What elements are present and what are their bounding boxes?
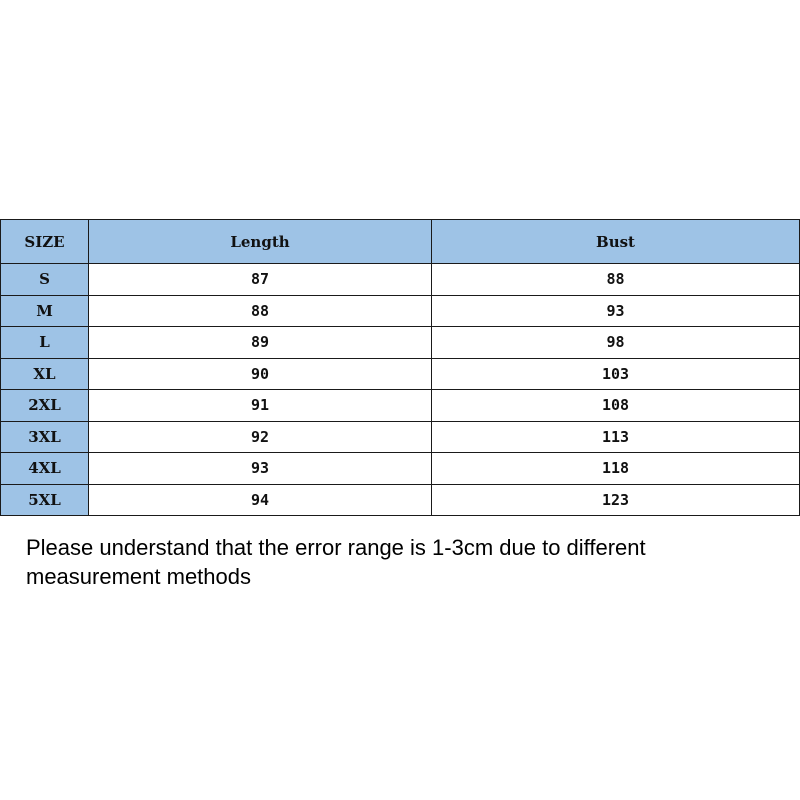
- bust-cell: 93: [432, 295, 800, 327]
- header-length: Length: [89, 220, 432, 264]
- length-cell: 87: [89, 264, 432, 296]
- length-cell: 89: [89, 327, 432, 359]
- bust-cell: 118: [432, 453, 800, 485]
- header-bust: Bust: [432, 220, 800, 264]
- size-cell: 5XL: [1, 484, 89, 516]
- table-row: [1, 327, 800, 359]
- size-cell: M: [1, 295, 89, 327]
- size-chart-table: [0, 219, 800, 516]
- length-cell: 90: [89, 358, 432, 390]
- table-row: [1, 453, 800, 485]
- size-cell: S: [1, 264, 89, 296]
- table-row: [1, 264, 800, 296]
- table-row: [1, 484, 800, 516]
- size-cell: L: [1, 327, 89, 359]
- bust-cell: 88: [432, 264, 800, 296]
- size-cell: 4XL: [1, 453, 89, 485]
- bust-cell: 103: [432, 358, 800, 390]
- header-row: [1, 220, 800, 264]
- length-cell: 93: [89, 453, 432, 485]
- bust-cell: 113: [432, 421, 800, 453]
- measurement-note: Please understand that the error range is 1-3cm due to different measurement methods: [26, 535, 646, 589]
- table-row: [1, 421, 800, 453]
- table-row: [1, 295, 800, 327]
- size-cell: XL: [1, 358, 89, 390]
- length-cell: 91: [89, 390, 432, 422]
- header-size: SIZE: [1, 220, 89, 264]
- table-body: [1, 264, 800, 516]
- bust-cell: 108: [432, 390, 800, 422]
- length-cell: 94: [89, 484, 432, 516]
- length-cell: 92: [89, 421, 432, 453]
- table-row: [1, 358, 800, 390]
- size-cell: 2XL: [1, 390, 89, 422]
- table-header: [1, 220, 800, 264]
- bust-cell: 123: [432, 484, 800, 516]
- table-row: [1, 390, 800, 422]
- length-cell: 88: [89, 295, 432, 327]
- size-cell: 3XL: [1, 421, 89, 453]
- bust-cell: 98: [432, 327, 800, 359]
